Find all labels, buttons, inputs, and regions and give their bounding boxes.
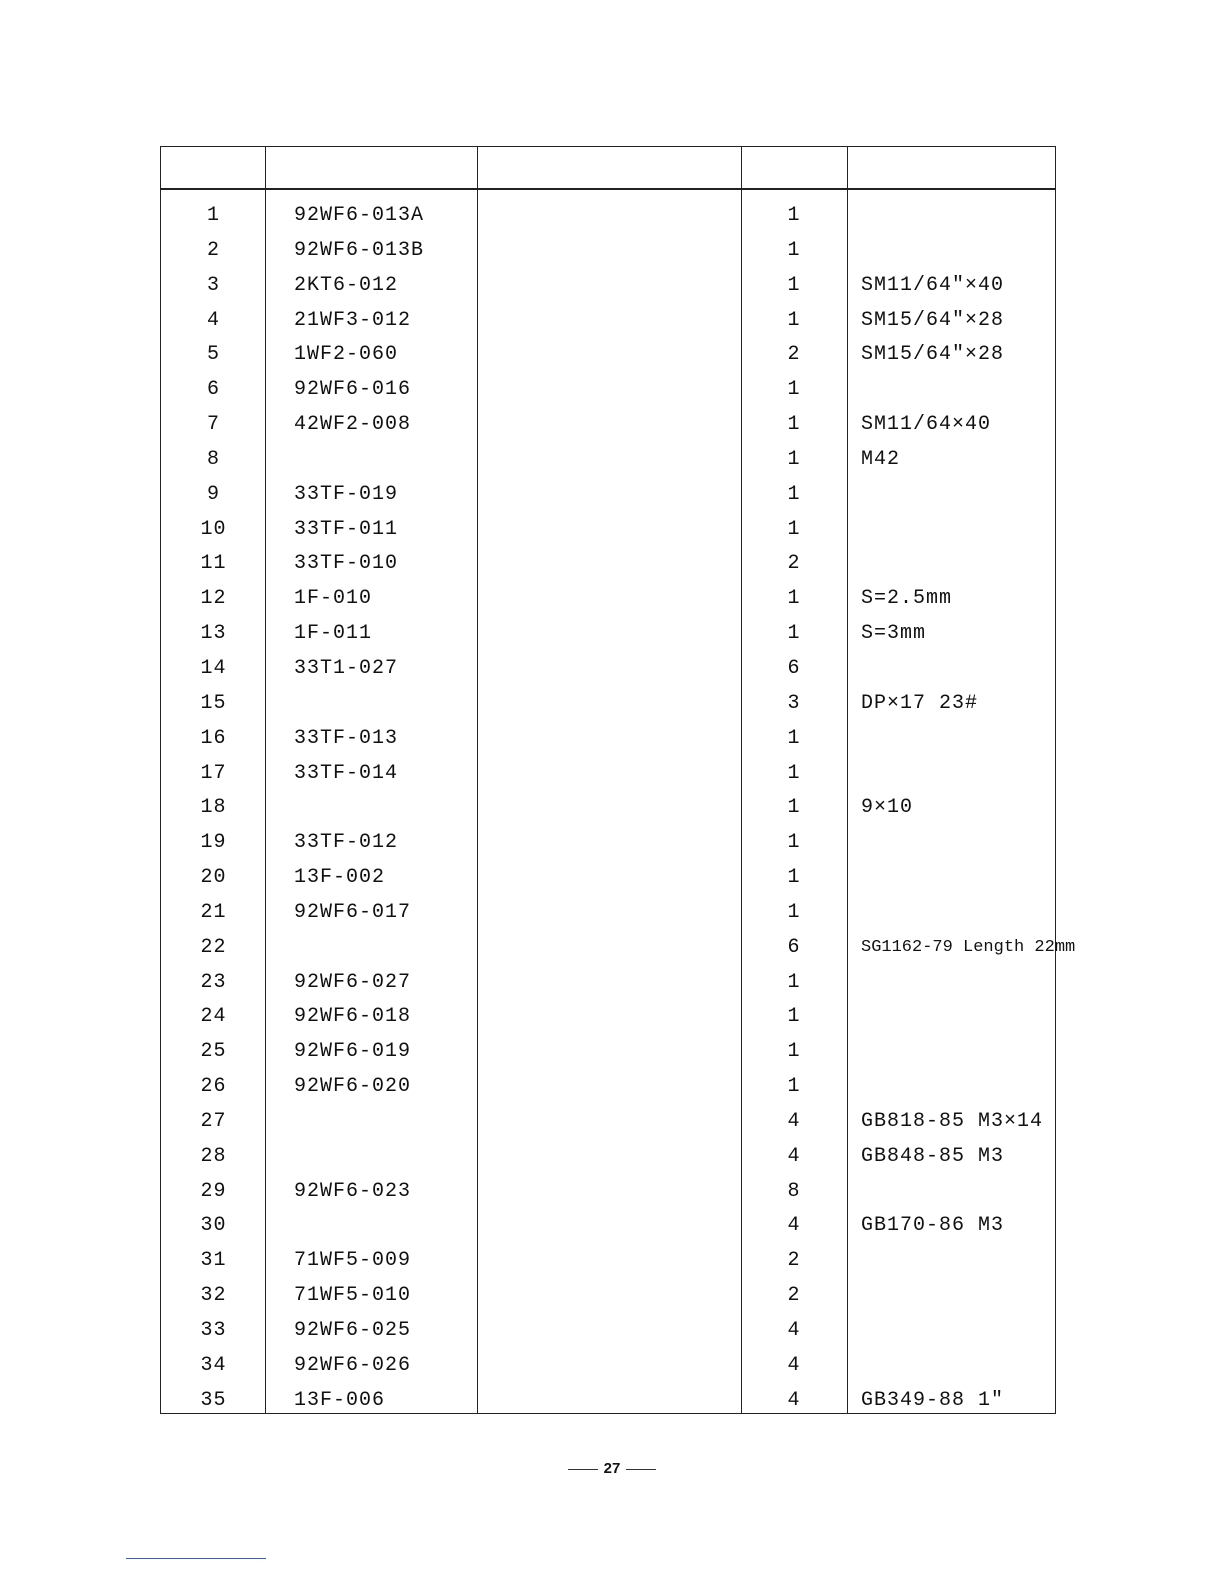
item-number-cell: 23 [200, 970, 227, 994]
footer-dash-left [568, 1469, 598, 1470]
quantity-cell: 8 [787, 1179, 801, 1203]
table-row [161, 1349, 1055, 1384]
part-number-cell: 21WF3-012 [294, 308, 412, 332]
table-row [161, 1000, 1055, 1035]
quantity-cell: 2 [787, 1284, 801, 1308]
table-row [161, 478, 1055, 513]
remarks-cell: M42 [861, 447, 901, 471]
remarks-cell: GB170-86 M3 [861, 1214, 1005, 1238]
part-number-cell: 92WF6-018 [294, 1005, 412, 1029]
page-footer [0, 1460, 1224, 1477]
part-number-cell: 33TF-019 [294, 482, 399, 506]
part-number-cell: 33TF-010 [294, 552, 399, 576]
table-row [161, 1175, 1055, 1210]
quantity-cell: 1 [787, 1040, 801, 1064]
quantity-cell: 1 [787, 378, 801, 402]
item-number-cell: 34 [200, 1353, 227, 1377]
part-number-cell: 33T1-027 [294, 656, 399, 680]
table-row [161, 1314, 1055, 1349]
table-row [161, 931, 1076, 966]
table-row [161, 966, 1055, 1001]
item-number-cell: 4 [206, 308, 220, 332]
part-number-cell: 92WF6-013B [294, 238, 425, 262]
item-number-cell: 1 [206, 204, 220, 227]
part-number-cell: 33TF-014 [294, 761, 399, 785]
part-number-cell: 92WF6-017 [294, 900, 412, 924]
table-row [161, 269, 1055, 304]
item-number-cell: 11 [200, 552, 227, 576]
item-number-cell: 30 [200, 1214, 227, 1238]
remarks-cell: SM11/64″×40 [861, 273, 1005, 297]
part-number-cell: 92WF6-013A [294, 204, 425, 227]
table-row [161, 1140, 1055, 1175]
item-number-cell: 26 [200, 1075, 227, 1099]
remarks-cell: 9×10 [861, 796, 914, 820]
item-number-cell: 25 [200, 1040, 227, 1064]
table-row [161, 687, 1055, 722]
part-number-cell: 33TF-011 [294, 517, 399, 541]
table-row [161, 304, 1055, 339]
remarks-cell: GB349-88 1″ [861, 1388, 1005, 1412]
remarks-cell: SM15/64″×28 [861, 343, 1005, 367]
item-number-cell: 35 [200, 1388, 227, 1412]
quantity-cell: 3 [787, 691, 801, 715]
table-row [161, 547, 1055, 582]
quantity-cell: 1 [787, 413, 801, 437]
item-number-cell: 19 [200, 831, 227, 855]
quantity-cell: 1 [787, 587, 801, 611]
item-number-cell: 22 [200, 935, 227, 959]
part-number-cell: 92WF6-026 [294, 1353, 412, 1377]
footer-dash-right [626, 1469, 656, 1470]
table-row [161, 373, 1055, 408]
item-number-cell: 29 [200, 1179, 227, 1203]
part-number-cell: 71WF5-010 [294, 1284, 412, 1308]
part-number-cell: 2KT6-012 [294, 273, 399, 297]
quantity-cell: 6 [787, 935, 801, 959]
remarks-cell: GB818-85 M3×14 [861, 1109, 1044, 1133]
quantity-cell: 4 [787, 1353, 801, 1377]
quantity-cell: 1 [787, 970, 801, 994]
table-row [161, 791, 1055, 826]
quantity-cell: 4 [787, 1388, 801, 1412]
quantity-cell: 1 [787, 1005, 801, 1029]
table-row [161, 199, 1055, 234]
quantity-cell: 4 [787, 1214, 801, 1238]
item-number-cell: 13 [200, 622, 227, 646]
remarks-cell: SM11/64×40 [861, 413, 992, 437]
remarks-cell: S=3mm [861, 622, 927, 646]
item-number-cell: 15 [200, 691, 227, 715]
item-number-cell: 3 [206, 273, 220, 297]
quantity-cell: 1 [787, 447, 801, 471]
item-number-cell: 17 [200, 761, 227, 785]
part-number-cell: 71WF5-009 [294, 1249, 412, 1273]
table-row [161, 338, 1055, 373]
quantity-cell: 1 [787, 517, 801, 541]
quantity-cell: 4 [787, 1144, 801, 1168]
quantity-cell: 1 [787, 622, 801, 646]
table-row [161, 1070, 1055, 1105]
quantity-cell: 2 [787, 1249, 801, 1273]
table-row [161, 896, 1055, 931]
table-row [161, 826, 1055, 861]
quantity-cell: 1 [787, 308, 801, 332]
part-number-cell: 92WF6-016 [294, 378, 412, 402]
table-row [161, 582, 1055, 617]
item-number-cell: 12 [200, 587, 227, 611]
quantity-cell: 4 [787, 1319, 801, 1342]
remarks-cell: DP×17 23# [861, 691, 979, 715]
table-body [161, 199, 1076, 1419]
item-number-cell: 32 [200, 1284, 227, 1308]
item-number-cell: 31 [200, 1249, 227, 1273]
part-number-cell: 92WF6-027 [294, 970, 412, 994]
table-row [161, 408, 1055, 443]
item-number-cell: 18 [200, 796, 227, 820]
table-row [161, 1244, 1055, 1279]
item-number-cell: 2 [206, 238, 220, 262]
part-number-cell: 13F-006 [294, 1388, 386, 1412]
item-number-cell: 14 [200, 656, 227, 680]
remarks-cell: GB848-85 M3 [861, 1144, 1005, 1168]
remarks-cell: SG1162-79 Length 22mm [861, 937, 1076, 957]
part-number-cell: 42WF2-008 [294, 413, 412, 437]
quantity-cell: 1 [787, 273, 801, 297]
table-row [161, 234, 1055, 269]
item-number-cell: 28 [200, 1144, 227, 1168]
table-row [161, 1384, 1055, 1419]
quantity-cell: 2 [787, 552, 801, 576]
page-number: 27 [603, 1460, 621, 1477]
header-divider [161, 188, 1055, 190]
item-number-cell: 10 [200, 517, 227, 541]
part-number-cell: 33TF-012 [294, 831, 399, 855]
quantity-cell: 1 [787, 482, 801, 506]
quantity-cell: 1 [787, 831, 801, 855]
item-number-cell: 16 [200, 726, 227, 750]
part-number-cell: 92WF6-023 [294, 1179, 412, 1203]
part-number-cell: 13F-002 [294, 866, 386, 890]
quantity-cell: 4 [787, 1109, 801, 1133]
quantity-cell: 1 [787, 1075, 801, 1099]
footnote-rule [126, 1558, 266, 1559]
item-number-cell: 8 [206, 447, 220, 471]
part-number-cell: 92WF6-020 [294, 1075, 412, 1099]
parts-table [160, 146, 1076, 1414]
item-number-cell: 7 [206, 413, 220, 437]
item-number-cell: 6 [206, 378, 220, 402]
table-row [161, 1279, 1055, 1314]
table-row [161, 513, 1055, 548]
table-row [161, 1035, 1055, 1070]
item-number-cell: 33 [200, 1319, 227, 1342]
quantity-cell: 2 [787, 343, 801, 367]
part-number-cell: 1F-010 [294, 587, 373, 611]
table-row [161, 652, 1055, 687]
item-number-cell: 24 [200, 1005, 227, 1029]
part-number-cell: 33TF-013 [294, 726, 399, 750]
item-number-cell: 9 [206, 482, 220, 506]
item-number-cell: 5 [206, 343, 220, 367]
quantity-cell: 1 [787, 796, 801, 820]
remarks-cell: S=2.5mm [861, 587, 953, 611]
part-number-cell: 92WF6-019 [294, 1040, 412, 1064]
quantity-cell: 1 [787, 204, 801, 227]
quantity-cell: 1 [787, 726, 801, 750]
item-number-cell: 27 [200, 1109, 227, 1133]
quantity-cell: 1 [787, 238, 801, 262]
table-row [161, 1105, 1055, 1140]
part-number-cell: 92WF6-025 [294, 1319, 412, 1342]
table-row [161, 617, 1055, 652]
quantity-cell: 1 [787, 866, 801, 890]
quantity-cell: 6 [787, 656, 801, 680]
remarks-cell: SM15/64″×28 [861, 308, 1005, 332]
table-row [161, 1209, 1055, 1244]
quantity-cell: 1 [787, 761, 801, 785]
table-row [161, 722, 1055, 757]
part-number-cell: 1WF2-060 [294, 343, 399, 367]
item-number-cell: 20 [200, 866, 227, 890]
table-row [161, 757, 1055, 792]
table-row [161, 861, 1055, 896]
table-row [161, 443, 1055, 478]
item-number-cell: 21 [200, 900, 227, 924]
quantity-cell: 1 [787, 900, 801, 924]
part-number-cell: 1F-011 [294, 622, 373, 646]
